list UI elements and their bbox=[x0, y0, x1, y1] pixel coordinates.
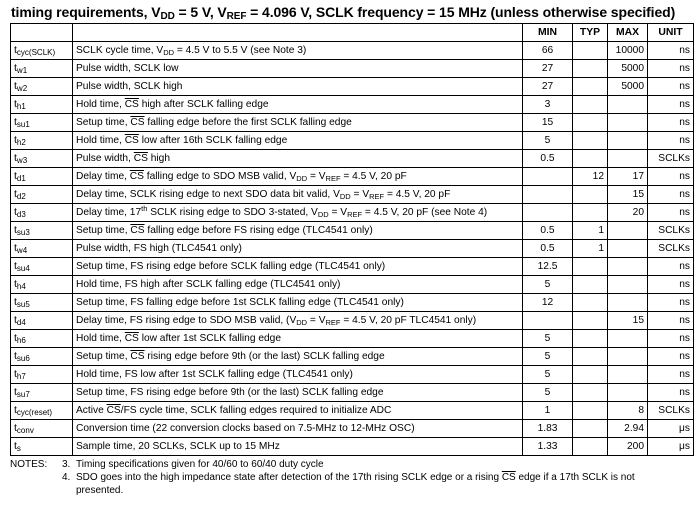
symbol-subscript: cyc(SCLK) bbox=[16, 48, 56, 57]
parameter-description bbox=[73, 312, 523, 330]
max-value bbox=[608, 294, 648, 312]
subscript: DD bbox=[296, 174, 308, 183]
parameter-description bbox=[73, 42, 523, 60]
symbol-letter: t bbox=[14, 278, 17, 290]
symbol-letter: t bbox=[14, 62, 17, 74]
symbol-letter: t bbox=[14, 440, 17, 452]
symbol-subscript: w4 bbox=[16, 246, 28, 255]
parameter-description bbox=[73, 222, 523, 240]
text-run: Sample time, 20 SCLKs, SCLK up to 15 MHz bbox=[76, 441, 280, 452]
symbol-letter: t bbox=[14, 44, 17, 56]
unit-value: ns bbox=[648, 60, 694, 78]
min-value: 0.5 bbox=[523, 150, 573, 168]
unit-value: SCLKs bbox=[648, 240, 694, 258]
table-row bbox=[11, 294, 694, 312]
unit-value: SCLKs bbox=[648, 150, 694, 168]
min-value: 66 bbox=[523, 42, 573, 60]
symbol-letter: t bbox=[14, 98, 17, 110]
typ-value bbox=[573, 150, 608, 168]
max-value bbox=[608, 132, 648, 150]
parameter-symbol bbox=[11, 330, 73, 348]
symbol-subscript: su6 bbox=[16, 354, 30, 363]
table-row bbox=[11, 312, 694, 330]
unit-value: ns bbox=[648, 384, 694, 402]
parameter-symbol bbox=[11, 96, 73, 114]
typ-value bbox=[573, 204, 608, 222]
header-max: MAX bbox=[608, 24, 648, 42]
max-value: 5000 bbox=[608, 78, 648, 96]
min-value bbox=[523, 168, 573, 186]
symbol-letter: t bbox=[14, 350, 17, 362]
min-value: 5 bbox=[523, 276, 573, 294]
parameter-symbol bbox=[11, 294, 73, 312]
parameter-symbol bbox=[11, 78, 73, 96]
max-value bbox=[608, 276, 648, 294]
min-value: 12.5 bbox=[523, 258, 573, 276]
header-symbol bbox=[11, 24, 73, 42]
overline-signal: $\overline{CS}$ bbox=[130, 225, 145, 236]
text-run: = 4.5 V, 20 pF bbox=[384, 189, 451, 200]
table-row bbox=[11, 240, 694, 258]
text-run: presented. bbox=[76, 485, 124, 496]
typ-value bbox=[573, 366, 608, 384]
table-row bbox=[11, 222, 694, 240]
symbol-letter: t bbox=[14, 80, 17, 92]
table-row bbox=[11, 348, 694, 366]
unit-value: ns bbox=[648, 276, 694, 294]
table-row bbox=[11, 330, 694, 348]
min-value: 27 bbox=[523, 60, 573, 78]
parameter-description bbox=[73, 240, 523, 258]
typ-value: 12 bbox=[573, 168, 608, 186]
min-value: 5 bbox=[523, 330, 573, 348]
max-value bbox=[608, 258, 648, 276]
parameter-symbol bbox=[11, 276, 73, 294]
parameter-symbol bbox=[11, 168, 73, 186]
min-value bbox=[523, 204, 573, 222]
max-value: 15 bbox=[608, 186, 648, 204]
text-run: Setup time, FS rising edge before SCLK falling edge (TLC4541 only) bbox=[76, 261, 386, 272]
header-min: MIN bbox=[523, 24, 573, 42]
symbol-subscript: s bbox=[16, 444, 21, 453]
parameter-description bbox=[73, 420, 523, 438]
table-row bbox=[11, 96, 694, 114]
typ-value: 1 bbox=[573, 240, 608, 258]
text-run: Delay time, FS rising edge to SDO MSB valid, (V bbox=[76, 315, 297, 326]
symbol-subscript: d3 bbox=[16, 210, 26, 219]
typ-value bbox=[573, 132, 608, 150]
table-row bbox=[11, 60, 694, 78]
text-run: Timing specifications given for 40/60 to 60/40 duty cycle bbox=[76, 459, 324, 470]
max-value: 15 bbox=[608, 312, 648, 330]
symbol-letter: t bbox=[14, 314, 17, 326]
parameter-symbol bbox=[11, 312, 73, 330]
text-run: = V bbox=[307, 171, 326, 182]
parameter-symbol bbox=[11, 348, 73, 366]
parameter-symbol bbox=[11, 132, 73, 150]
typ-value: 1 bbox=[573, 222, 608, 240]
table-row bbox=[11, 258, 694, 276]
parameter-symbol bbox=[11, 60, 73, 78]
text-run: = V bbox=[350, 189, 370, 200]
text-run: SDO goes into the high impedance state after detection of the 17th rising SCLK edge or a rising bbox=[76, 472, 502, 483]
text-run: = 4.5 V to 5.5 V (see Note 3) bbox=[174, 45, 307, 56]
overline-signal: $\overline{CS}$ bbox=[130, 351, 145, 362]
table-row bbox=[11, 168, 694, 186]
superscript: th bbox=[141, 204, 148, 213]
parameter-description bbox=[73, 168, 523, 186]
text-run: edge if a 17th SCLK is not bbox=[515, 472, 635, 483]
parameter-description bbox=[73, 114, 523, 132]
text-run: Pulse width, SCLK low bbox=[76, 63, 179, 74]
text-run: Setup time, FS falling edge before 1st SCLK falling edge (TLC4541 only) bbox=[76, 297, 404, 308]
typ-value bbox=[573, 438, 608, 456]
parameter-symbol bbox=[11, 186, 73, 204]
text-run: Delay time, SCLK rising edge to next SDO data bit valid, V bbox=[76, 189, 340, 200]
overline-signal: $\overline{CS}$ bbox=[124, 99, 139, 110]
min-value: 27 bbox=[523, 78, 573, 96]
unit-value: ns bbox=[648, 366, 694, 384]
min-value: 0.5 bbox=[523, 222, 573, 240]
note-number: 4. bbox=[62, 472, 71, 483]
table-row bbox=[11, 276, 694, 294]
typ-value bbox=[573, 258, 608, 276]
text-run: SCLK cycle time, V bbox=[76, 45, 164, 56]
parameter-symbol bbox=[11, 384, 73, 402]
parameter-description bbox=[73, 132, 523, 150]
max-value bbox=[608, 240, 648, 258]
symbol-subscript: su1 bbox=[16, 120, 30, 129]
max-value bbox=[608, 330, 648, 348]
unit-value: ns bbox=[648, 78, 694, 96]
subscript: REF bbox=[347, 210, 363, 219]
symbol-subscript: w1 bbox=[16, 66, 28, 75]
note-number: 3. bbox=[62, 459, 71, 470]
symbol-subscript: su4 bbox=[16, 264, 30, 273]
parameter-description bbox=[73, 60, 523, 78]
symbol-letter: t bbox=[14, 296, 17, 308]
overline-signal: $\overline{CS}$ bbox=[129, 171, 144, 182]
max-value: 8 bbox=[608, 402, 648, 420]
text-run: Setup time, bbox=[76, 117, 131, 128]
symbol-letter: t bbox=[14, 422, 17, 434]
unit-value: ns bbox=[648, 312, 694, 330]
text-run: Hold time, bbox=[76, 99, 125, 110]
header-description bbox=[73, 24, 523, 42]
parameter-description bbox=[73, 186, 523, 204]
unit-value: ns bbox=[648, 258, 694, 276]
symbol-subscript: d4 bbox=[16, 318, 26, 327]
symbol-subscript: h1 bbox=[16, 102, 26, 111]
table-row bbox=[11, 420, 694, 438]
text-run: Setup time, bbox=[76, 225, 131, 236]
subscript: REF bbox=[369, 192, 385, 201]
symbol-letter: t bbox=[14, 386, 17, 398]
max-value bbox=[608, 96, 648, 114]
typ-value bbox=[573, 348, 608, 366]
unit-value: ns bbox=[648, 294, 694, 312]
unit-value: μs bbox=[648, 420, 694, 438]
parameter-symbol bbox=[11, 420, 73, 438]
subscript: DD bbox=[296, 318, 308, 327]
symbol-subscript: h4 bbox=[16, 282, 26, 291]
text-run: Pulse width, FS high (TLC4541 only) bbox=[76, 243, 242, 254]
min-value: 1 bbox=[523, 402, 573, 420]
unit-value: ns bbox=[648, 204, 694, 222]
symbol-letter: t bbox=[14, 134, 17, 146]
typ-value bbox=[573, 330, 608, 348]
min-value: 12 bbox=[523, 294, 573, 312]
parameter-symbol bbox=[11, 150, 73, 168]
unit-value: μs bbox=[648, 438, 694, 456]
max-value bbox=[608, 384, 648, 402]
unit-value: ns bbox=[648, 168, 694, 186]
text-run: = 4.5 V, 20 pF (see Note 4) bbox=[362, 207, 488, 218]
notes-label: NOTES: bbox=[10, 459, 48, 470]
max-value bbox=[608, 114, 648, 132]
parameter-description bbox=[73, 204, 523, 222]
symbol-subscript: cyc(reset) bbox=[16, 408, 53, 417]
unit-value: ns bbox=[648, 186, 694, 204]
unit-value: SCLKs bbox=[648, 402, 694, 420]
title-vref-subscript: REF bbox=[226, 11, 247, 22]
page-title bbox=[11, 4, 675, 20]
text-run: falling edge to SDO MSB valid, V bbox=[143, 171, 297, 182]
symbol-subscript: d2 bbox=[16, 192, 26, 201]
max-value bbox=[608, 150, 648, 168]
unit-value: ns bbox=[648, 42, 694, 60]
typ-value bbox=[573, 186, 608, 204]
note-text bbox=[76, 484, 123, 497]
parameter-description bbox=[73, 348, 523, 366]
timing-requirements-table bbox=[10, 23, 694, 456]
unit-value: ns bbox=[648, 114, 694, 132]
text-run: rising edge before 9th (or the last) SCLK falling edge bbox=[144, 351, 385, 362]
title-part1: timing requirements, V bbox=[11, 4, 161, 20]
text-run: low after 1st SCLK falling edge bbox=[138, 333, 281, 344]
min-value: 1.83 bbox=[523, 420, 573, 438]
min-value: 1.33 bbox=[523, 438, 573, 456]
text-run: Hold time, FS low after 1st SCLK falling edge (TLC4541 only) bbox=[76, 369, 353, 380]
table-header-row bbox=[11, 24, 694, 42]
symbol-subscript: su5 bbox=[16, 300, 30, 309]
unit-value: ns bbox=[648, 96, 694, 114]
table-row bbox=[11, 114, 694, 132]
table-row bbox=[11, 384, 694, 402]
table-row bbox=[11, 204, 694, 222]
text-run: SCLK rising edge to SDO 3-stated, V bbox=[147, 207, 318, 218]
parameter-description bbox=[73, 438, 523, 456]
text-run: Conversion time (22 conversion clocks based on 7.5-MHz to 12-MHz OSC) bbox=[76, 423, 415, 434]
max-value bbox=[608, 366, 648, 384]
parameter-description bbox=[73, 276, 523, 294]
symbol-letter: t bbox=[14, 404, 17, 416]
table-row bbox=[11, 402, 694, 420]
typ-value bbox=[573, 42, 608, 60]
symbol-letter: t bbox=[14, 224, 17, 236]
typ-value bbox=[573, 384, 608, 402]
min-value: 5 bbox=[523, 132, 573, 150]
text-run: /FS cycle time, SCLK falling edges required to initialize ADC bbox=[120, 405, 392, 416]
table-row bbox=[11, 366, 694, 384]
symbol-subscript: h7 bbox=[16, 372, 26, 381]
parameter-description bbox=[73, 402, 523, 420]
symbol-subscript: h6 bbox=[16, 336, 26, 345]
typ-value bbox=[573, 276, 608, 294]
title-vdd-subscript: DD bbox=[160, 11, 175, 22]
symbol-subscript: conv bbox=[16, 426, 34, 435]
min-value: 5 bbox=[523, 366, 573, 384]
symbol-letter: t bbox=[14, 170, 17, 182]
unit-value: SCLKs bbox=[648, 222, 694, 240]
subscript: REF bbox=[325, 174, 341, 183]
parameter-description bbox=[73, 366, 523, 384]
parameter-symbol bbox=[11, 114, 73, 132]
overline-signal: $\overline{CS}$ bbox=[124, 135, 139, 146]
min-value bbox=[523, 312, 573, 330]
parameter-symbol bbox=[11, 258, 73, 276]
overline-signal: $\overline{CS}$ bbox=[124, 333, 139, 344]
table-row bbox=[11, 78, 694, 96]
parameter-description bbox=[73, 294, 523, 312]
parameter-description bbox=[73, 78, 523, 96]
parameter-symbol bbox=[11, 42, 73, 60]
text-run: Setup time, FS rising edge before 9th (or the last) SCLK falling edge bbox=[76, 387, 384, 398]
unit-value: ns bbox=[648, 348, 694, 366]
parameter-symbol bbox=[11, 366, 73, 384]
subscript: DD bbox=[317, 210, 329, 219]
symbol-letter: t bbox=[14, 260, 17, 272]
typ-value bbox=[573, 96, 608, 114]
symbol-letter: t bbox=[14, 188, 17, 200]
note-text bbox=[76, 458, 324, 471]
max-value bbox=[608, 222, 648, 240]
overline-signal: $\overline{CS}$ bbox=[130, 117, 145, 128]
table-row bbox=[11, 438, 694, 456]
text-run: Hold time, bbox=[76, 333, 125, 344]
min-value: 3 bbox=[523, 96, 573, 114]
symbol-letter: t bbox=[14, 368, 17, 380]
text-run: Hold time, bbox=[76, 135, 125, 146]
max-value: 17 bbox=[608, 168, 648, 186]
parameter-symbol bbox=[11, 204, 73, 222]
parameter-description bbox=[73, 96, 523, 114]
table-body bbox=[11, 42, 694, 456]
max-value: 10000 bbox=[608, 42, 648, 60]
table-row bbox=[11, 132, 694, 150]
parameter-symbol bbox=[11, 438, 73, 456]
parameter-symbol bbox=[11, 222, 73, 240]
typ-value bbox=[573, 60, 608, 78]
table-row bbox=[11, 186, 694, 204]
symbol-subscript: w2 bbox=[16, 84, 28, 93]
title-part2: = 5 V, V bbox=[174, 4, 227, 20]
typ-value bbox=[573, 402, 608, 420]
unit-value: ns bbox=[648, 330, 694, 348]
min-value bbox=[523, 186, 573, 204]
parameter-description bbox=[73, 258, 523, 276]
text-run: = V bbox=[328, 207, 348, 218]
header-unit: UNIT bbox=[648, 24, 694, 42]
parameter-symbol bbox=[11, 240, 73, 258]
symbol-subscript: h2 bbox=[16, 138, 26, 147]
text-run: Delay time, bbox=[76, 171, 130, 182]
max-value: 20 bbox=[608, 204, 648, 222]
text-run: = 4.5 V, 20 pF TLC4541 only) bbox=[340, 315, 477, 326]
parameter-description bbox=[73, 150, 523, 168]
subscript: DD bbox=[163, 48, 175, 57]
header-typ: TYP bbox=[573, 24, 608, 42]
text-run: Active bbox=[76, 405, 107, 416]
text-run: = V bbox=[307, 315, 326, 326]
symbol-letter: t bbox=[14, 332, 17, 344]
text-run: Hold time, FS high after SCLK falling edge (TLC4541 only) bbox=[76, 279, 341, 290]
text-run: Pulse width, bbox=[76, 153, 134, 164]
typ-value bbox=[573, 294, 608, 312]
table-row bbox=[11, 42, 694, 60]
unit-value: ns bbox=[648, 132, 694, 150]
symbol-letter: t bbox=[14, 206, 17, 218]
overline-signal: $\overline{CS}$ bbox=[106, 405, 121, 416]
text-run: high bbox=[147, 153, 171, 164]
typ-value bbox=[573, 114, 608, 132]
subscript: REF bbox=[325, 318, 341, 327]
min-value: 0.5 bbox=[523, 240, 573, 258]
text-run: = 4.5 V, 20 pF bbox=[340, 171, 407, 182]
max-value: 200 bbox=[608, 438, 648, 456]
max-value bbox=[608, 348, 648, 366]
min-value: 5 bbox=[523, 384, 573, 402]
text-run: Delay time, 17 bbox=[76, 207, 142, 218]
parameter-description bbox=[73, 384, 523, 402]
max-value: 5000 bbox=[608, 60, 648, 78]
text-run: Setup time, bbox=[76, 351, 131, 362]
symbol-subscript: d1 bbox=[16, 174, 26, 183]
symbol-subscript: su3 bbox=[16, 228, 30, 237]
max-value: 2.94 bbox=[608, 420, 648, 438]
symbol-letter: t bbox=[14, 152, 17, 164]
subscript: DD bbox=[339, 192, 351, 201]
text-run: falling edge before FS rising edge (TLC4541 only) bbox=[144, 225, 373, 236]
text-run: high after SCLK falling edge bbox=[138, 99, 269, 110]
min-value: 5 bbox=[523, 348, 573, 366]
symbol-subscript: su7 bbox=[16, 390, 30, 399]
symbol-subscript: w3 bbox=[16, 156, 28, 165]
symbol-letter: t bbox=[14, 116, 17, 128]
symbol-letter: t bbox=[14, 242, 17, 254]
typ-value bbox=[573, 78, 608, 96]
overline-signal: $\overline{CS}$ bbox=[133, 153, 148, 164]
min-value: 15 bbox=[523, 114, 573, 132]
overline-signal: $\overline{CS}$ bbox=[501, 472, 516, 483]
note-text bbox=[76, 471, 635, 484]
typ-value bbox=[573, 312, 608, 330]
typ-value bbox=[573, 420, 608, 438]
title-part3: = 4.096 V, SCLK frequency = 15 MHz (unless otherwise specified) bbox=[246, 4, 676, 20]
text-run: falling edge before the first SCLK falling edge bbox=[144, 117, 352, 128]
parameter-symbol bbox=[11, 402, 73, 420]
text-run: Pulse width, SCLK high bbox=[76, 81, 183, 92]
parameter-description bbox=[73, 330, 523, 348]
table-row bbox=[11, 150, 694, 168]
text-run: low after 16th SCLK falling edge bbox=[138, 135, 288, 146]
